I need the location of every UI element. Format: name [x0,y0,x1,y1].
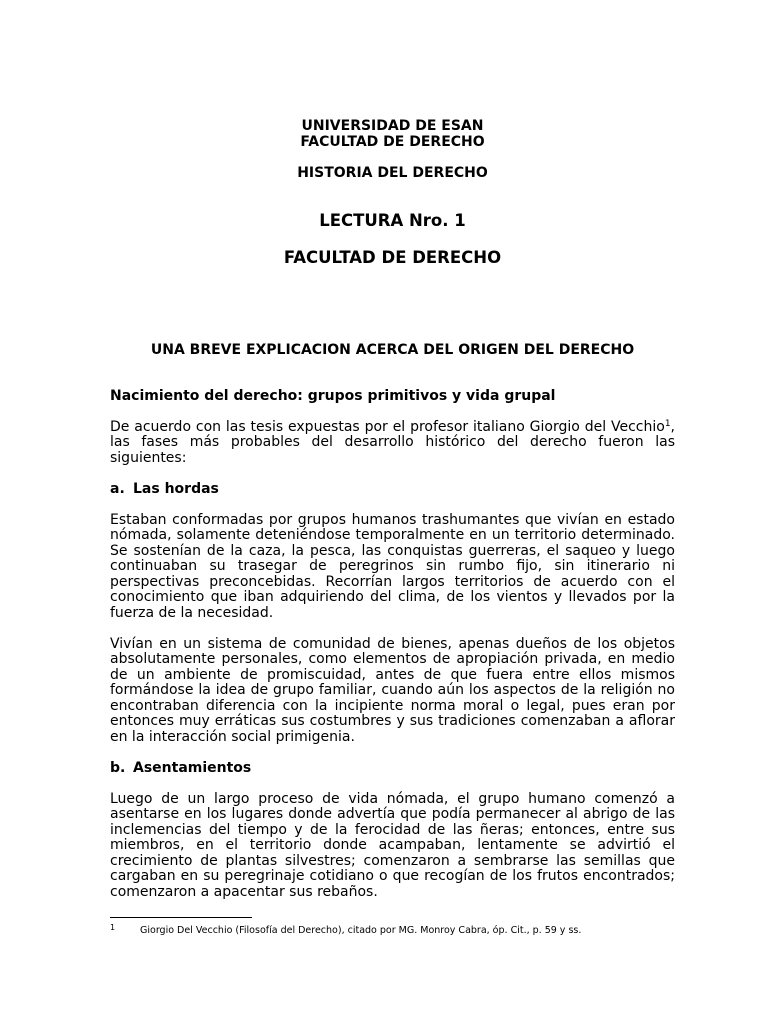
body-paragraph: Estaban conformadas por grupos humanos trashumantes que vivían en estado nómada, solamente deteniéndose temporalmente en un territorio determinado. Se sostenían de la caza, la pesca, las conquistas guerreras, el saqueo y luego continuaban su trasegar de peregrinos sin rumbo fijo, sin itinerario ni perspectivas preconcebidas. Recorrían largos territorios de acuerdo con el conocimiento que iban adquiriendo del clima, de los vientos y llevados por la fuerza de la necesidad. [110,511,675,621]
document-body [110,119,675,900]
subsection-heading-asentamientos [110,761,675,777]
subsection-title: Las hordas [133,480,219,497]
intro-text-before: De acuerdo con las tesis expuestas por el profesor italiano Giorgio del Vecchio [110,418,665,435]
course-name: HISTORIA DEL DERECHO [297,164,488,181]
body-paragraph: Luego de un largo proceso de vida nómada, el grupo humano comenzó a asentarse en los lugares donde advertía que podía permanecer al abrigo de las inclemencias del tiempo y de la ferocidad de las ñeras; entonces, entre sus miembros, en el territorio donde acampaban, lentamente se advirtió el crecimiento de plantas silvestres; comenzaron a sembrarse las semillas que cargaban en su peregrinaje cotidiano o que recogían de los frutos encontrados; comenzaron a apacentar sus rebaños. [110,790,675,900]
section-heading: Nacimiento del derecho: grupos primitivos y vida grupal [110,387,556,404]
subsection-heading-hordas [110,482,675,498]
footnote-number: 1 [110,923,116,932]
footnote-separator [110,917,252,918]
footnote-reference: 1 [664,418,671,429]
subsection-marker: a. [110,480,125,497]
footnote [110,925,675,939]
body-paragraph: Vivían en un sistema de comunidad de bienes, apenas dueños de los objetos absolutamente personales, como elementos de apropiación privada, en medio de un ambiente de promiscuidad, antes de que fuera entre ellos mismos formándose la idea de grupo familiar, cuando aún los aspectos de la religión no encontraban diferencia con la incipiente norma moral o legal, pues eran por entonces muy erráticas sus costumbres y sus tradiciones comenzaban a aflorar en la interacción social primigenia. [110,635,675,745]
intro-paragraph [110,420,675,467]
reading-number: LECTURA Nro. 1 [319,211,466,230]
subsection-title: Asentamientos [133,759,252,776]
intro-text-after: , las fases más probables del desarrollo histórico del derecho fueron las siguientes: [110,418,675,466]
faculty-name: FACULTAD DE DERECHO [300,133,485,150]
university-name: UNIVERSIDAD DE ESAN [301,118,484,134]
subsection-marker: b. [110,759,126,776]
document-title: UNA BREVE EXPLICACION ACERCA DEL ORIGEN DEL DERECHO [150,341,635,358]
footnote-text: Giorgio Del Vecchio (Filosofía del Derecho), citado por MG. Monroy Cabra, óp. Cit., p. 59 y ss. [140,925,582,936]
reading-subtitle: FACULTAD DE DERECHO [283,248,502,267]
